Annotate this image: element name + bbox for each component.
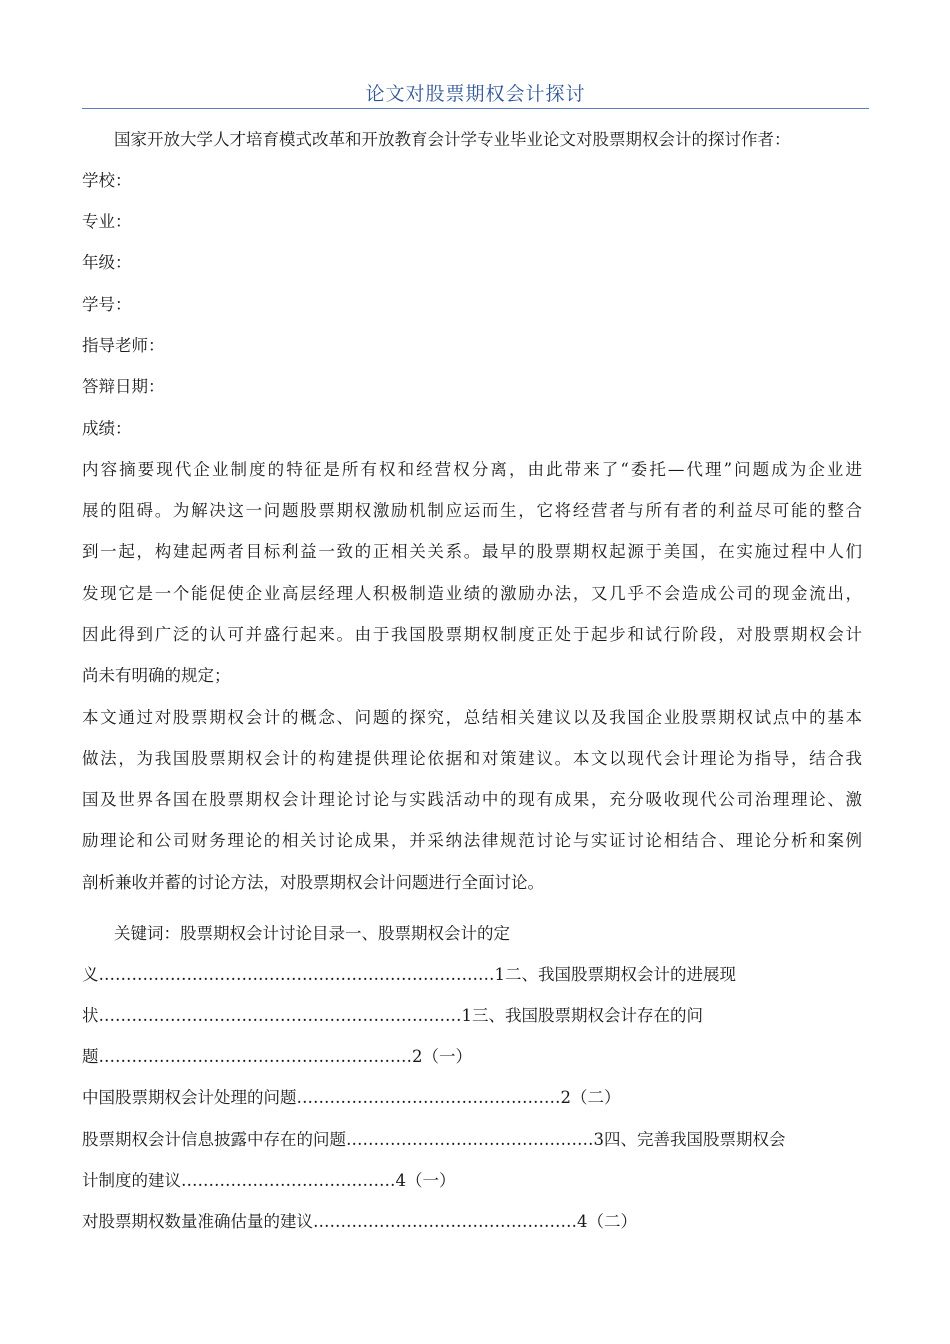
toc-line: 对股票期权数量准确估量的建议…………………………………………4（二） (82, 1212, 637, 1231)
toc-line: 题…………………………………………………2（一） (82, 1047, 472, 1066)
field-student-id: 学号： (82, 295, 132, 314)
abstract-line: 展的阻碍。为解决这一问题股票期权激励机制应运而生，它将经营者与所有者的利益尽可能的整合 (82, 501, 862, 520)
document-title: 论文对股票期权会计探讨 (365, 83, 586, 105)
abstract-line: 剖析兼收并蓄的讨论方法，对股票期权会计问题进行全面讨论。 (82, 873, 544, 892)
toc-line: 状…………………………………………………………1三、我国股票期权会计存在的问 (82, 1006, 703, 1025)
field-grade: 年级： (82, 253, 132, 272)
toc-line: 义………………………………………………………………1二、我国股票期权会计的进展现 (82, 965, 736, 984)
abstract-line: 国及世界各国在股票期权会计理论讨论与实践活动中的现有成果，充分吸收现代公司治理理论、激 (82, 790, 862, 809)
toc-line: 计制度的建议…………………………………4（一） (82, 1171, 456, 1190)
intro-line: 国家开放大学人才培育模式改革和开放教育会计学专业毕业论文对股票期权会计的探讨作者： (114, 130, 791, 149)
abstract-line: 内容摘要现代企业制度的特征是所有权和经营权分离，由此带来了“委托—代理”问题成为企业进 (82, 460, 862, 479)
keywords-line: 关键词：股票期权会计讨论目录一、股票期权会计的定 (114, 924, 510, 943)
field-school: 学校： (82, 171, 132, 190)
abstract-line: 尚未有明确的规定； (82, 666, 231, 685)
abstract-line: 本文通过对股票期权会计的概念、问题的探究，总结相关建议以及我国企业股票期权试点中的基本 (82, 708, 862, 727)
field-major: 专业： (82, 212, 132, 231)
abstract-line: 因此得到广泛的认可并盛行起来。由于我国股票期权制度正处于起步和试行阶段，对股票期权会计 (82, 625, 862, 644)
toc-line: 股票期权会计信息披露中存在的问题………………………………………3四、完善我国股票期权会 (82, 1130, 786, 1149)
abstract-line: 励理论和公司财务理论的相关讨论成果，并采纳法律规范讨论与实证讨论相结合、理论分析和案例 (82, 831, 862, 850)
field-advisor: 指导老师： (82, 336, 165, 355)
field-defense-date: 答辩日期： (82, 377, 165, 396)
abstract-line: 到一起，构建起两者目标利益一致的正相关关系。最早的股票期权起源于美国，在实施过程中人们 (82, 542, 862, 561)
title-underline (82, 108, 869, 109)
field-score: 成绩： (82, 419, 132, 438)
abstract-line: 做法，为我国股票期权会计的构建提供理论依据和对策建议。本文以现代会计理论为指导，结合我 (82, 749, 862, 768)
toc-line: 中国股票期权会计处理的问题…………………………………………2（二） (82, 1088, 621, 1107)
abstract-line: 发现它是一个能促使企业高层经理人积极制造业绩的激励办法，又几乎不会造成公司的现金流出， (82, 584, 862, 603)
